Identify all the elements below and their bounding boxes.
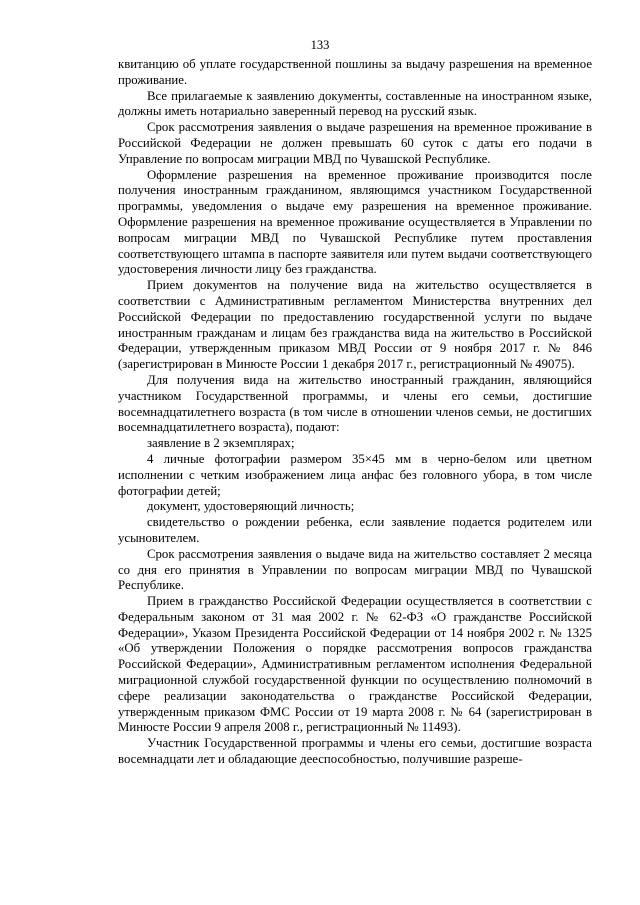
paragraph-citizenship-admission: Прием в гражданство Российской Федерации осуществляется в соответствии с Федеральным законом от 31 мая 2002 г. № 62-ФЗ «О гражданстве Российской Федерации», Указом Президента Российской Федерации от 14 ноября 2002 г. № 1325 «Об утверждении Положения о порядке рассмотрения вопросов гражданства Российской Федерации», Административным регламентом исполнения Федеральной миграционной службой государственной функции по осуществлению полномочий в сфере реализации законодательства о гражданстве Российской Федерации, утвержденным приказом ФМС России от 19 марта 2008 г. № 64 (зарегистрирован в Минюсте России 9 апреля 2008 г., регистрационный № 11493). [118, 594, 592, 735]
paragraph-residence-applicants: Для получения вида на жительство иностранный гражданин, являющийся участником Государственной программы, и члены его семьи, достигшие восемнадцатилетнего возраста (в том числе в отношении членов семьи, не достигших восемнадцатилетнего возраста), подают: [118, 372, 592, 435]
paragraph-permit-review-term: Срок рассмотрения заявления о выдаче разрешения на временное проживание в Российской Федерации не должен превышать 60 суток с даты его подачи в Управление по вопросам миграции МВД по Чувашской Республике. [118, 120, 592, 166]
paragraph-permit-issuance: Оформление разрешения на временное проживание производится после получения иностранным гражданином, являющимся участником Государственной программы, уведомления о выдаче ему разрешения на временное проживание. Оформление разрешения на временное проживание осуществляется в Управлении по вопросам миграции МВД по Чувашской Республике путем проставления соответствующего штампа в паспорте заявителя или путем выдачи соответствующего удостоверения личности лицу без гражданства. [118, 167, 592, 277]
paragraph-program-participants: Участник Государственной программы и члены его семьи, достигшие возраста восемнадцати лет и обладающие дееспособностью, получившие разреше- [118, 736, 592, 767]
list-item-birth-certificate: свидетельство о рождении ребенка, если заявление подается родителем или усыновителем. [118, 515, 592, 545]
page-number: 133 [310, 38, 330, 52]
paragraph-receipt-continuation: квитанцию об уплате государственной пошлины за выдачу разрешения на временное проживание. [118, 57, 592, 87]
paragraph-residence-documents-intake: Прием документов на получение вида на жительство осуществляется в соответствии с Административным регламентом Министерства внутренних дел Российской Федерации по предоставлению государственной услуги по выдаче иностранным гражданам и лицам без гражданства вида на жительство в Российской Федерации, утвержденным приказом МВД России от 9 ноября 2017 г. № 846 (зарегистрирован в Минюсте России 1 декабря 2017 г., регистрационный № 49075). [118, 278, 592, 372]
paragraph-residence-review-term: Срок рассмотрения заявления о выдаче вида на жительство составляет 2 месяца со дня его принятия в Управлении по вопросам миграции МВД по Чувашской Республике. [118, 546, 592, 593]
list-item-application: заявление в 2 экземплярах; [147, 436, 295, 451]
list-item-photographs: 4 личные фотографии размером 35×45 мм в черно-белом или цветном исполнении с четким изображением лица анфас без головного убора, в том числе фотографии детей; [118, 451, 592, 498]
paragraph-translation-requirement: Все прилагаемые к заявлению документы, составленные на иностранном языке, должны иметь нотариально заверенный перевод на русский язык. [118, 88, 592, 119]
document-body [118, 57, 592, 768]
list-item-identity-document: документ, удостоверяющий личность; [147, 499, 355, 514]
